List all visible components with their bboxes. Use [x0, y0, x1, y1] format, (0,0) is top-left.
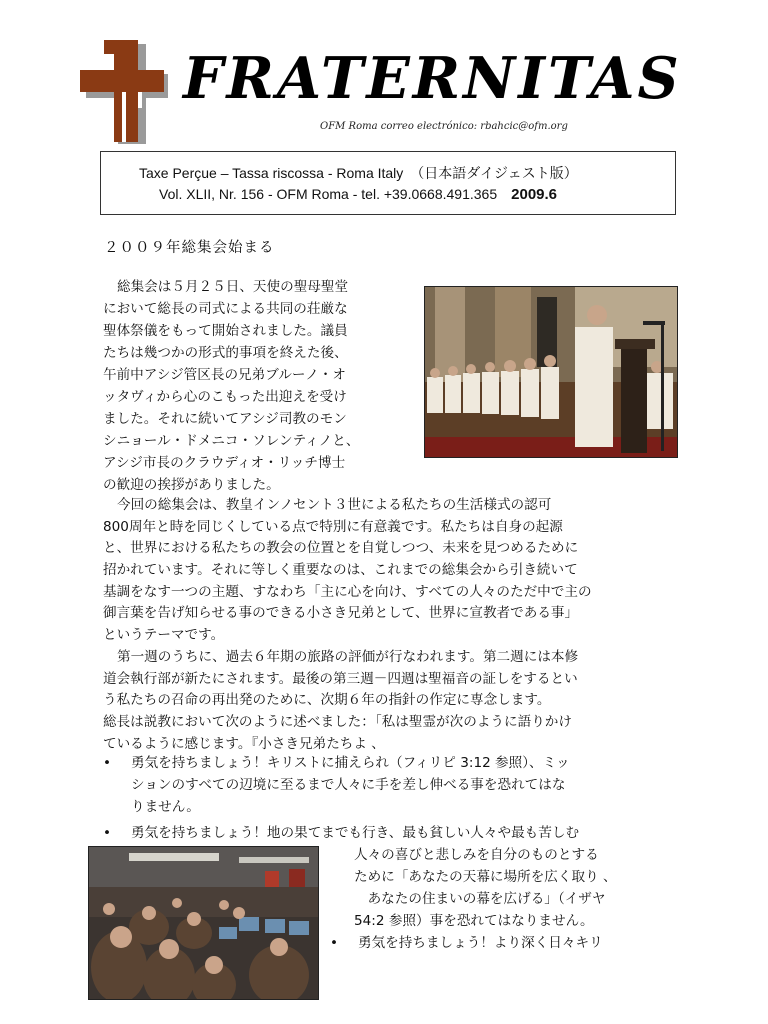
text-line: 聖体祭儀をもって開始されました。議員	[103, 323, 348, 339]
text-line: 総集会は５月２５日、天使の聖母聖堂	[117, 279, 349, 295]
text-line: りません。	[131, 799, 200, 815]
issue-date: 2009.6	[511, 186, 558, 203]
bullet-continuation	[354, 844, 617, 932]
bullet-marker: •	[103, 755, 112, 771]
bullet-marker: •	[330, 935, 339, 951]
text-line: 勇気を持ちましょう！より深く日々キリ	[358, 935, 603, 951]
text-line: ションのすべての辺境に至るまで人々に手を差し伸べる事を恐れてはな	[131, 777, 566, 793]
text-line: において総長の司式による共同の荘厳な	[103, 301, 348, 317]
altar-mass-photo	[424, 286, 678, 458]
tau-cross-logo	[78, 38, 170, 148]
text-line: と、世界における私たちの教会の位置とを自覚しつつ、未来を見つめるために	[103, 540, 579, 557]
text-line: 基調をなす一つの主題、すなわち「主に心を向け、すべての人々のただ中で主の	[103, 583, 592, 600]
postage-line: Taxe Perçue – Tassa riscossa - Roma Italy （日本語ダイジェスト版）	[139, 165, 578, 181]
article-heading: ２００９年総集会始まる	[104, 240, 275, 256]
text-line: 今回の総集会は、教皇インノセント３世による私たちの生活様式の認可	[117, 497, 552, 513]
text-line: 人々の喜びと悲しみを自分のものとする	[354, 847, 599, 863]
text-line: シニョール・ドメニコ・ソレンティノと、	[103, 433, 360, 449]
text-line: 800周年と時を同じくしている点で特別に有意義です。私たちは自身の起源	[103, 518, 563, 535]
text-line: たちは幾つかの形式的事項を終えた後、	[103, 345, 348, 361]
text-line: 招かれています。それに等しく重要なのは、これまでの総集会から引き続いて	[103, 562, 578, 579]
text-line: の歓迎の挨拶がありました。	[103, 477, 280, 493]
text-line: アシジ市長のクラウディオ・リッチ博士	[103, 455, 346, 471]
masthead-title: FRATERNITAS	[183, 45, 682, 112]
paragraph-1	[103, 276, 359, 496]
text-line: 総長は説教において次のように述べました：「私は聖霊が次のように語りかけ	[103, 713, 572, 730]
text-line: 午前中アシジ管区長の兄弟ブルーノ・オ	[103, 367, 346, 383]
text-line: ッタヴィから心のこもった出迎えを受け	[103, 389, 347, 405]
text-line: ました。それに続いてアシジ司教のモン	[103, 411, 347, 427]
volume-line	[159, 186, 557, 203]
text-line: というテーマです。	[103, 627, 225, 644]
text-line: 御言葉を告げ知らせる事のできる小さき兄弟として、世界に宣教者である事」	[103, 605, 579, 622]
volume-text: Vol. XLII, Nr. 156 - OFM Roma - tel. +39.0668.491.365	[159, 186, 498, 202]
publication-info-box	[100, 151, 676, 215]
text-line: 54:2 参照）事を恐れてはなりません。	[354, 913, 594, 929]
text-line: あなたの住まいの幕を広げる」（イザヤ	[354, 891, 606, 907]
text-line: 道会執行部が新たにされます。最後の第三週－四週は聖福音の証しをするとい	[103, 670, 578, 687]
paragraph-2	[103, 494, 592, 754]
assembly-hall-photo	[88, 846, 319, 1000]
text-line: ているように感じます。『小さき兄弟たちよ 、	[103, 735, 385, 752]
text-line: 勇気を持ちましょう！キリストに捕えられ（フィリピ 3:12 参照）、ミッ	[131, 755, 570, 771]
text-line: 勇気を持ちましょう！地の果てまでも行き、最も貧しい人々や最も苦しむ	[131, 825, 580, 841]
masthead-email-line: OFM Roma correo electrónico: rbahcic@ofm.org	[320, 121, 568, 132]
text-line: ために「あなたの天幕に場所を広く取り 、	[354, 869, 617, 885]
text-line: う私たちの召命の再出発のために、次期６年の指針の作定に専念します。	[103, 692, 551, 709]
text-line: 第一週のうちに、過去６年期の旅路の評価が行なわれます。第二週には本修	[117, 648, 579, 665]
bullet-marker: •	[103, 825, 112, 841]
